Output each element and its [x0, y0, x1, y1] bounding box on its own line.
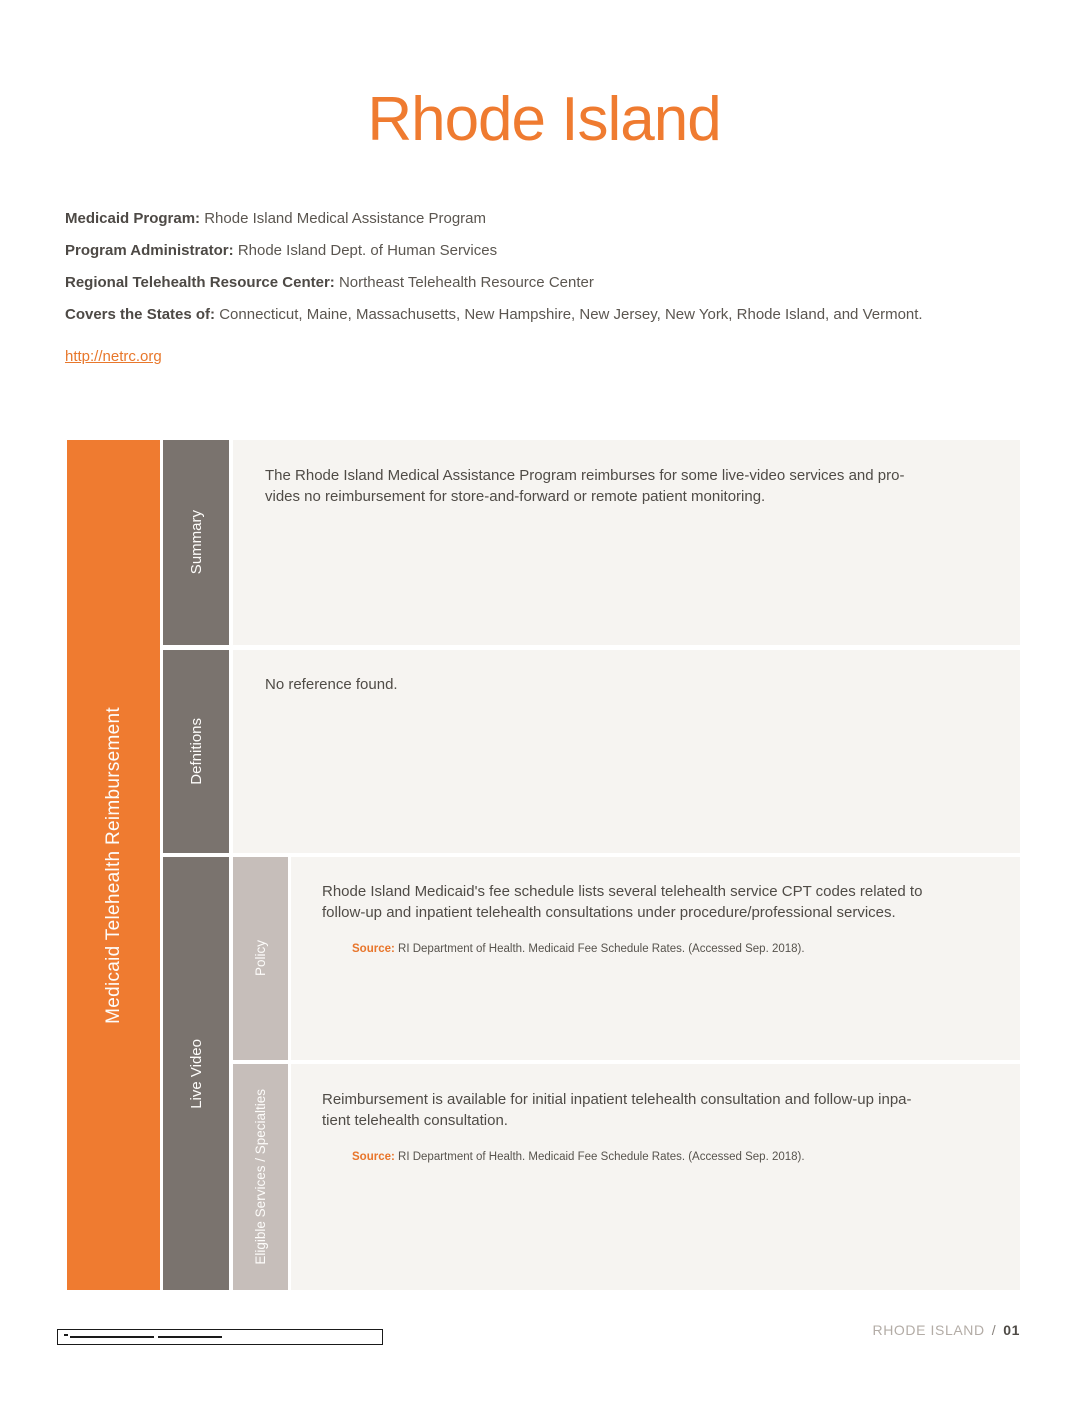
- policy-text-line: Rhode Island Medicaid's fee schedule lists several telehealth service CPT codes related to: [322, 883, 923, 900]
- eligible-source-label: Source:: [352, 1151, 395, 1163]
- info-resource-center-label: Regional Telehealth Resource Center:: [65, 274, 335, 291]
- sidebar-label: Medicaid Telehealth Reimbursement: [102, 706, 124, 1024]
- row-label-live-video: [163, 857, 229, 1290]
- sidebar-medicaid-telehealth-reimbursement: [67, 440, 160, 1290]
- page-footer: [872, 1322, 1020, 1338]
- sub-label-eligible-services: [233, 1064, 288, 1290]
- footnote-superscript-mark: [64, 1334, 68, 1336]
- policy-source-label: Source:: [352, 943, 395, 955]
- eligible-source-text: RI Department of Health. Medicaid Fee Schedule Rates. (Accessed Sep. 2018).: [398, 1151, 805, 1163]
- policy-text-line: follow-up and inpatient telehealth consultations under procedure/professional services.: [322, 904, 896, 921]
- page-title: Rhode Island: [367, 85, 721, 154]
- info-covers-states: [65, 304, 955, 326]
- eligible-services-content-cell: [291, 1064, 1020, 1290]
- policy-source-text: RI Department of Health. Medicaid Fee Schedule Rates. (Accessed Sep. 2018).: [398, 943, 805, 955]
- footer-state-label: RHODE ISLAND: [872, 1322, 985, 1338]
- row-label-definitions: [163, 650, 229, 853]
- policy-content-cell: [291, 857, 1020, 1060]
- footnote-illegible-text-line: [158, 1336, 222, 1339]
- summary-text-line: The Rhode Island Medical Assistance Program reimburses for some live-video services and pro-: [265, 467, 905, 484]
- info-medicaid-program-value: Rhode Island Medical Assistance Program: [204, 210, 487, 227]
- eligible-text-line: tient telehealth consultation.: [322, 1112, 508, 1129]
- policy-label: Policy: [253, 940, 268, 977]
- footer-page-number: 01: [1003, 1322, 1020, 1338]
- live-video-label: Live Video: [187, 1038, 205, 1109]
- netrc-link[interactable]: http://netrc.org: [65, 348, 162, 365]
- eligible-text-line: Reimbursement is available for initial inpatient telehealth consultation and follow-up inpa-: [322, 1091, 912, 1108]
- info-program-administrator-value: Rhode Island Dept. of Human Services: [237, 242, 498, 259]
- footer-separator: /: [991, 1322, 997, 1338]
- definitions-content-cell: [233, 650, 1020, 853]
- footnote-box: [57, 1329, 383, 1345]
- policy-source: [322, 943, 1020, 955]
- summary-content-cell: [233, 440, 1020, 645]
- footnote-illegible-text-line: [70, 1336, 154, 1339]
- info-medicaid-program: [65, 208, 955, 230]
- summary-label: Summary: [187, 510, 205, 575]
- info-resource-center-value: Northeast Telehealth Resource Center: [338, 274, 594, 291]
- definitions-text: No reference found.: [265, 676, 398, 693]
- info-resource-center: [65, 272, 955, 294]
- info-medicaid-program-label: Medicaid Program:: [65, 210, 201, 227]
- row-label-summary: [163, 440, 229, 645]
- eligible-services-label: Eligible Services / Specialties: [253, 1089, 268, 1265]
- info-covers-states-label: Covers the States of:: [65, 306, 216, 323]
- info-block: [65, 208, 955, 366]
- definitions-label: Defnitions: [187, 718, 205, 785]
- info-program-administrator-label: Program Administrator:: [65, 242, 234, 259]
- summary-text-line: vides no reimbursement for store-and-forward or remote patient monitoring.: [265, 488, 766, 505]
- eligible-source: [322, 1151, 1020, 1163]
- info-covers-states-value: Connecticut, Maine, Massachusetts, New Hampshire, New Jersey, New York, Rhode Island, and Vermont.: [219, 306, 923, 323]
- sub-label-policy: [233, 857, 288, 1060]
- info-program-administrator: [65, 240, 955, 262]
